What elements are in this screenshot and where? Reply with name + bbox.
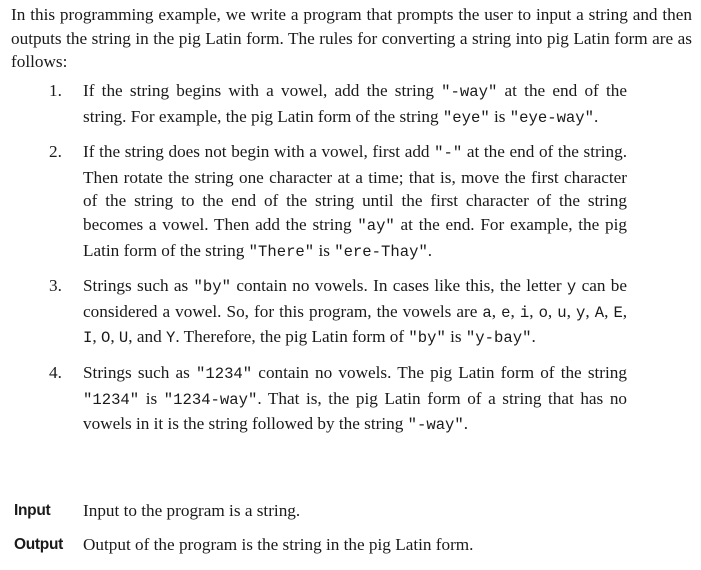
rule-text-segment: at the end of the string. For example, the pig Latin form of the string xyxy=(83,81,627,126)
rule-text-segment: , xyxy=(110,327,119,347)
code-literal: "ay" xyxy=(357,216,395,235)
code-literal: "eye-way" xyxy=(509,108,595,127)
code-literal: "ere-Thay" xyxy=(334,242,428,261)
code-literal: "1234-way" xyxy=(163,390,258,409)
rule-item xyxy=(0,79,701,130)
rule-text-segment: If the string does not begin with a vowel, first add xyxy=(83,142,435,162)
code-literal: I xyxy=(83,329,93,348)
code-literal: "1234" xyxy=(196,364,253,383)
code-literal: "-way" xyxy=(441,83,498,101)
rule-number: 4. xyxy=(49,362,62,382)
input-description: Input to the program is a string. xyxy=(83,501,301,520)
code-literal: y xyxy=(566,278,577,297)
rule-text-segment: . xyxy=(427,240,433,260)
code-literal: o xyxy=(538,303,548,322)
code-literal: i xyxy=(519,303,530,322)
code-literal: "by" xyxy=(408,329,446,348)
code-literal: Y xyxy=(165,329,176,348)
rule-text-segment: at the end. For example, the pig Latin form of the string xyxy=(83,214,627,260)
rule-text-segment: contain no vowels. In cases like this, the letter xyxy=(230,276,567,296)
rule-text-segment: , xyxy=(491,301,502,321)
rule-text-segment: can be considered a vowel. So, for this program, the vowels are xyxy=(83,276,628,321)
rule-item xyxy=(0,274,701,351)
input-label: Input xyxy=(14,502,51,519)
rule-text-segment: , xyxy=(547,301,558,321)
rule-text-segment: , xyxy=(529,301,539,321)
code-literal: "-" xyxy=(434,144,463,163)
code-literal: O xyxy=(100,329,111,348)
rule-text xyxy=(83,140,627,264)
code-literal: "1234" xyxy=(83,390,140,409)
code-literal: "There" xyxy=(248,242,315,261)
rule-text-segment: , xyxy=(92,327,101,347)
rule-text-segment: , xyxy=(566,301,576,321)
rule-text-segment: Strings such as xyxy=(83,362,196,382)
rule-item xyxy=(0,361,701,438)
rule-text-segment: , xyxy=(510,301,520,321)
code-literal: e xyxy=(501,303,511,322)
code-literal: a xyxy=(482,303,492,322)
rule-text-segment: at the end of the string. Then rotate the string one character at a time; that is, move the first character of the string to the end of the string until the first character of the string becomes a vowel. Then add the string xyxy=(83,142,627,234)
rule-text xyxy=(83,79,627,130)
rule-number: 3. xyxy=(49,276,62,296)
output-description: Output of the program is the string in the pig Latin form. xyxy=(83,535,474,554)
intro-paragraph: In this programming example, we write a program that prompts the user to input a string and then outputs the string in the pig Latin form. The rules for converting a string into pig Latin form are as follows: xyxy=(11,5,692,72)
rule-text-segment: contain no vowels. The pig Latin form of the string xyxy=(252,362,627,382)
rule-text-segment: , xyxy=(604,301,614,321)
code-literal: "by" xyxy=(193,278,231,297)
rule-item xyxy=(0,140,701,264)
rule-text-segment: Strings such as xyxy=(83,276,194,296)
rule-number: 1. xyxy=(49,81,62,100)
rule-text-segment: is xyxy=(445,327,466,347)
rule-text-segment: . xyxy=(594,106,599,126)
rule-text-segment: . Therefore, the pig Latin form of xyxy=(175,327,409,347)
rule-text xyxy=(83,274,627,351)
rule-text-segment: , and xyxy=(128,327,166,347)
code-literal: A xyxy=(594,303,605,322)
code-literal: "-way" xyxy=(407,416,464,435)
rule-text-segment: , xyxy=(622,301,628,321)
rules-list xyxy=(0,79,701,448)
code-literal: y xyxy=(576,303,586,322)
rule-text-segment: is xyxy=(489,106,510,126)
rule-text-segment: . xyxy=(531,327,536,347)
rule-number: 2. xyxy=(49,142,62,162)
code-literal: u xyxy=(557,303,567,322)
output-label: Output xyxy=(14,536,63,553)
code-literal: U xyxy=(118,329,129,348)
rule-text xyxy=(83,361,627,438)
code-literal: "eye" xyxy=(442,108,490,127)
rule-text-segment: . That is, the pig Latin form of a string that has no vowels in it is the string followed by the string xyxy=(83,388,628,434)
rule-text-segment: , xyxy=(585,301,595,321)
code-literal: E xyxy=(613,303,623,322)
code-literal: "y-bay" xyxy=(465,329,532,348)
rule-text-segment: . xyxy=(463,414,469,434)
rule-text-segment: is xyxy=(139,388,164,408)
rule-text-segment: is xyxy=(314,240,335,260)
rule-text-segment: If the string begins with a vowel, add the string xyxy=(83,81,442,100)
